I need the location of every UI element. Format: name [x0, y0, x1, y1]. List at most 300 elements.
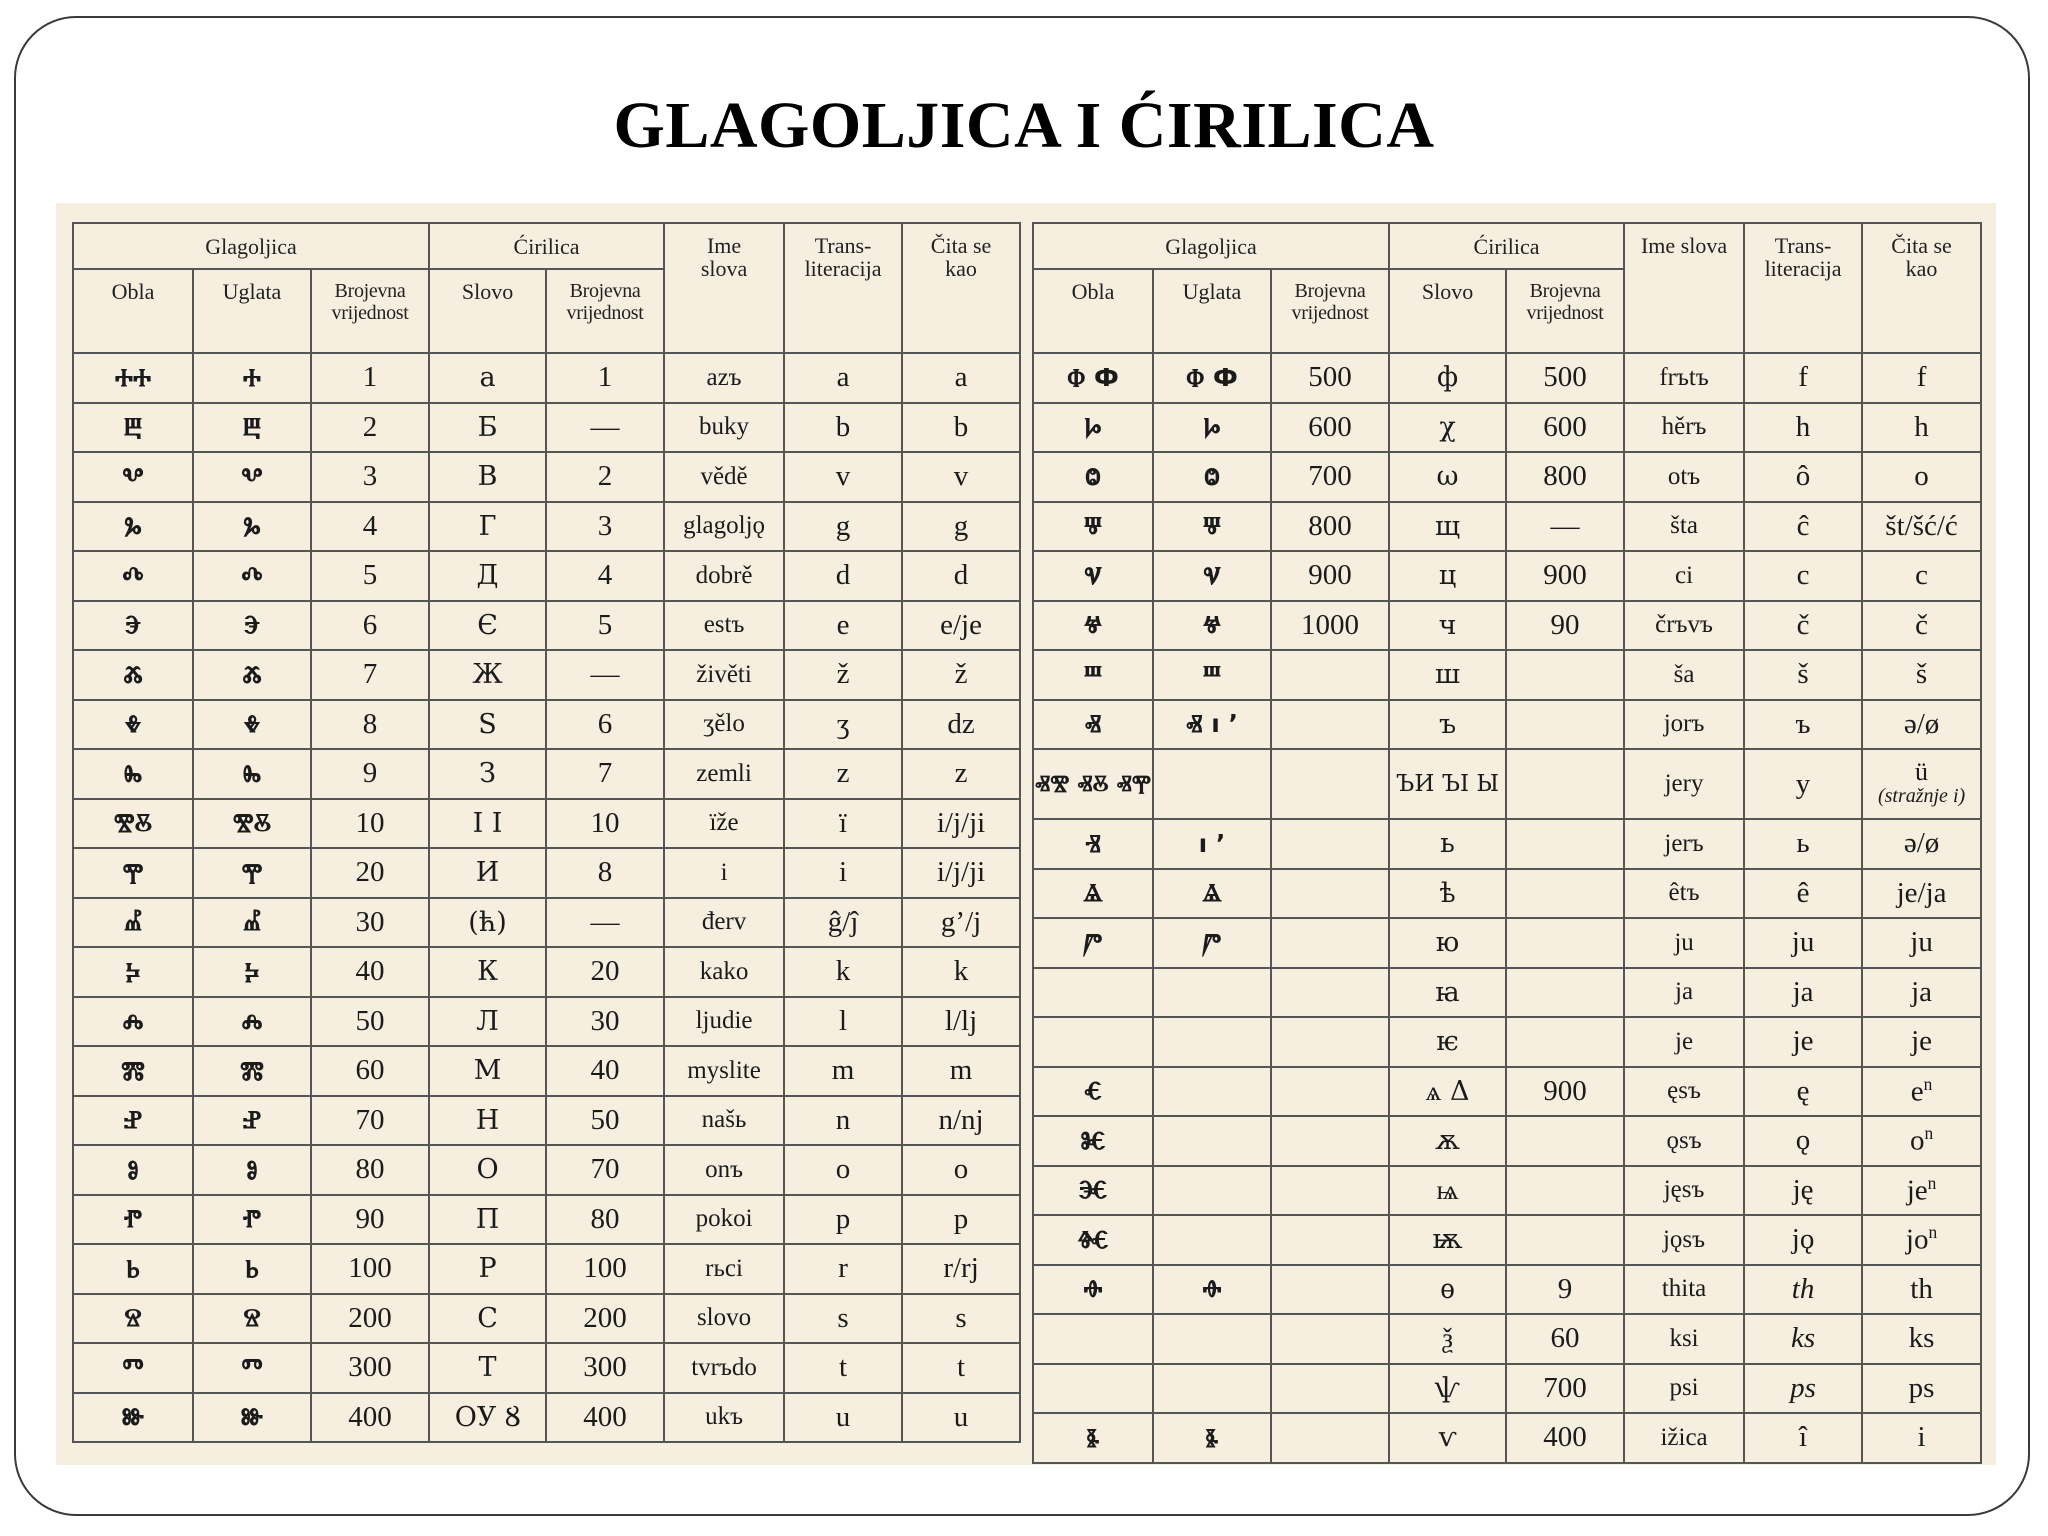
transliteration: ï	[784, 799, 902, 849]
table-row	[1033, 551, 1981, 601]
transliteration: f	[1744, 353, 1862, 403]
cyrillic-numeric-value	[1506, 700, 1624, 750]
glagolitic-numeric-value: 2	[311, 403, 429, 453]
transliteration: ja	[1744, 968, 1862, 1018]
pronunciation	[902, 551, 1020, 601]
glagolitic-angular-glyph: Ⰿ	[193, 1046, 311, 1096]
header-ime-slova: Ime slova	[1624, 223, 1744, 353]
glagolitic-angular-glyph: ı ’	[1153, 819, 1271, 869]
cyrillic-letter: ѩ	[1389, 1166, 1506, 1216]
letter-name: onъ	[664, 1145, 784, 1195]
cyrillic-letter: ъ	[1389, 700, 1506, 750]
cyrillic-letter: Н	[429, 1096, 546, 1146]
cyrillic-letter: ѭ	[1389, 1215, 1506, 1265]
table-row	[73, 799, 1020, 849]
glagolitic-round-glyph: Ⰳ	[73, 502, 193, 552]
pronunciation-text: ə/ø	[1903, 707, 1940, 740]
glagolitic-angular-glyph: Ⰹ	[193, 848, 311, 898]
cyrillic-numeric-value: 60	[1506, 1314, 1624, 1364]
table-row	[73, 1046, 1020, 1096]
cyrillic-letter: Ѕ	[429, 700, 546, 750]
transliteration: i	[784, 848, 902, 898]
glagolitic-angular-glyph: Ⱁ	[193, 1145, 311, 1195]
letter-name: azъ	[664, 353, 784, 403]
pronunciation	[902, 848, 1020, 898]
letter-name: ja	[1624, 968, 1744, 1018]
pronunciation-text: ja	[1911, 975, 1933, 1008]
header-ime-slova: Ime slova	[664, 223, 784, 353]
glagolitic-numeric-value	[1271, 1215, 1389, 1265]
glagolitic-round-glyph: Ⱐ	[1033, 819, 1153, 869]
table-row	[73, 1244, 1020, 1294]
glagolitic-round-glyph: Ⰸ	[73, 749, 193, 799]
cyrillic-letter: ω	[1389, 452, 1506, 502]
cyrillic-numeric-value: 900	[1506, 1067, 1624, 1117]
cyrillic-letter: Л	[429, 997, 546, 1047]
cyrillic-numeric-value: 80	[546, 1195, 664, 1245]
pronunciation	[902, 1195, 1020, 1245]
pronunciation	[902, 601, 1020, 651]
pronunciation	[902, 1294, 1020, 1344]
cyrillic-letter: ѧ Δ	[1389, 1067, 1506, 1117]
table-row	[73, 997, 1020, 1047]
glagolitic-numeric-value	[1271, 1017, 1389, 1067]
pronunciation-text: b	[953, 410, 969, 443]
glagolitic-numeric-value: 70	[311, 1096, 429, 1146]
pronunciation-text: š	[1915, 658, 1928, 691]
cyrillic-letter: Г	[429, 502, 546, 552]
glagolitic-angular-glyph	[1153, 968, 1271, 1018]
transliteration: b	[784, 403, 902, 453]
glagolitic-numeric-value: 700	[1271, 452, 1389, 502]
transliteration: v	[784, 452, 902, 502]
glagolitic-numeric-value: 6	[311, 601, 429, 651]
pronunciation-text: m	[949, 1054, 973, 1087]
glagolitic-round-glyph: Ⰲ	[73, 452, 193, 502]
pronunciation-text: c	[1915, 559, 1928, 592]
table-row	[1033, 502, 1981, 552]
cyrillic-numeric-value	[1506, 918, 1624, 968]
letter-name: thita	[1624, 1265, 1744, 1315]
pronunciation	[1862, 1314, 1981, 1364]
glagolitic-numeric-value: 10	[311, 799, 429, 849]
glagolitic-round-glyph: Ⱉ	[1033, 452, 1153, 502]
table-row	[1033, 1215, 1981, 1265]
cyrillic-letter: ѣ	[1389, 869, 1506, 919]
pronunciation-text: p	[953, 1202, 969, 1235]
letter-name: ižica	[1624, 1413, 1744, 1463]
glagolitic-round-glyph: Ⱔ	[1033, 1067, 1153, 1117]
cyrillic-numeric-value: 6	[546, 700, 664, 750]
pronunciation-text: je	[1911, 1025, 1933, 1058]
table-row	[1033, 869, 1981, 919]
cyrillic-numeric-value: 400	[1506, 1413, 1624, 1463]
pronunciation	[902, 502, 1020, 552]
glagolitic-round-glyph: Ⱋ	[1033, 502, 1153, 552]
transliteration: m	[784, 1046, 902, 1096]
glagolitic-round-glyph: Ⱆ	[73, 1393, 193, 1443]
header-glagoljica: Glagoljica	[1033, 223, 1389, 269]
glagolitic-numeric-value: 50	[311, 997, 429, 1047]
transliteration: ę	[1744, 1067, 1862, 1117]
glagolitic-angular-glyph: Ⰷ	[193, 700, 311, 750]
cyrillic-letter: ф	[1389, 353, 1506, 403]
pronunciation-superscript: n	[1928, 1222, 1938, 1243]
letter-name: šta	[1624, 502, 1744, 552]
glagolitic-round-glyph: ⰊⰋ	[73, 799, 193, 849]
letter-name: ʒělo	[664, 700, 784, 750]
table-row	[1033, 1067, 1981, 1117]
transliteration: d	[784, 551, 902, 601]
cyrillic-letter: ѯ	[1389, 1314, 1506, 1364]
glagolitic-angular-glyph: Ⱑ	[1153, 869, 1271, 919]
glagolitic-angular-glyph: Ⱋ	[1153, 502, 1271, 552]
glagolitic-numeric-value: 8	[311, 700, 429, 750]
glagolitic-angular-glyph	[1153, 1364, 1271, 1414]
transliteration: ju	[1744, 918, 1862, 968]
glagolitic-round-glyph: Ⰱ	[73, 403, 193, 453]
glagolitic-angular-glyph: Ⱅ	[193, 1343, 311, 1393]
pronunciation	[1862, 1116, 1981, 1166]
alphabet-table-right	[1032, 222, 1982, 1464]
glagolitic-numeric-value: 1000	[1271, 601, 1389, 651]
pronunciation	[902, 1343, 1020, 1393]
transliteration: t	[784, 1343, 902, 1393]
glagolitic-angular-glyph: Ⱃ	[193, 1244, 311, 1294]
transliteration: r	[784, 1244, 902, 1294]
transliteration: th	[1744, 1265, 1862, 1315]
glagolitic-angular-glyph	[1153, 1166, 1271, 1216]
header-brojevna-vrijednost: Brojevna vrijednost	[546, 269, 664, 353]
pronunciation	[902, 898, 1020, 948]
letter-name: ksi	[1624, 1314, 1744, 1364]
glagolitic-angular-glyph: Ⰶ	[193, 650, 311, 700]
glagolitic-numeric-value: 200	[311, 1294, 429, 1344]
pronunciation	[1862, 353, 1981, 403]
table-row	[1033, 749, 1981, 819]
pronunciation-text: u	[953, 1400, 969, 1433]
glagolitic-numeric-value	[1271, 1166, 1389, 1216]
pronunciation-text: r/rj	[943, 1252, 979, 1285]
cyrillic-numeric-value: 9	[1506, 1265, 1624, 1315]
glagolitic-angular-glyph: Ⰳ	[193, 502, 311, 552]
table-row	[73, 353, 1020, 403]
cyrillic-letter: ѥ	[1389, 1017, 1506, 1067]
table-row	[73, 898, 1020, 948]
pronunciation	[902, 1393, 1020, 1443]
cyrillic-numeric-value: 30	[546, 997, 664, 1047]
glagolitic-round-glyph: Ⱗ	[1033, 1166, 1153, 1216]
glagolitic-angular-glyph: Ⱎ	[1153, 650, 1271, 700]
pronunciation-text: ps	[1908, 1371, 1935, 1404]
glagolitic-round-glyph: ⰟⰊ ⰟⰋ ⰟⰉ	[1033, 749, 1153, 819]
letter-name: ïže	[664, 799, 784, 849]
cyrillic-numeric-value: 500	[1506, 353, 1624, 403]
pronunciation-text: je	[1906, 1174, 1928, 1207]
glagolitic-numeric-value: 20	[311, 848, 429, 898]
pronunciation-text: d	[953, 559, 969, 592]
pronunciation-text: i	[1917, 1421, 1926, 1454]
letter-name: živěti	[664, 650, 784, 700]
pronunciation	[902, 452, 1020, 502]
cyrillic-numeric-value	[1506, 819, 1624, 869]
glagolitic-angular-glyph: Ⱆ	[193, 1393, 311, 1443]
table-row	[1033, 1265, 1981, 1315]
glagolitic-round-glyph: Ⱇ Ф	[1033, 353, 1153, 403]
glagolitic-round-glyph	[1033, 1364, 1153, 1414]
cyrillic-numeric-value	[1506, 1166, 1624, 1216]
cyrillic-numeric-value: 800	[1506, 452, 1624, 502]
header-cita-se-kao: Čita se kao	[1862, 223, 1981, 353]
transliteration: u	[784, 1393, 902, 1443]
cyrillic-numeric-value: 10	[546, 799, 664, 849]
cyrillic-letter: ю	[1389, 918, 1506, 968]
cyrillic-letter: ш	[1389, 650, 1506, 700]
table-row	[73, 1294, 1020, 1344]
table-row	[73, 1145, 1020, 1195]
cyrillic-letter: а	[429, 353, 546, 403]
glagolitic-angular-glyph: Ⱌ	[1153, 551, 1271, 601]
cyrillic-letter: ь	[1389, 819, 1506, 869]
glagolitic-numeric-value: 400	[311, 1393, 429, 1443]
glagolitic-angular-glyph	[1153, 1314, 1271, 1364]
cyrillic-letter: С	[429, 1294, 546, 1344]
letter-name: estъ	[664, 601, 784, 651]
glagolitic-numeric-value: 90	[311, 1195, 429, 1245]
table-row	[73, 1393, 1020, 1443]
transliteration: jǫ	[1744, 1215, 1862, 1265]
header-cirilica: Ćirilica	[429, 223, 664, 269]
letter-name: myslite	[664, 1046, 784, 1096]
transliteration: y	[1744, 749, 1862, 819]
table-row	[1033, 918, 1981, 968]
letter-name: jerъ	[1624, 819, 1744, 869]
transliteration: ô	[1744, 452, 1862, 502]
glagolitic-round-glyph: Ⱏ	[1033, 700, 1153, 750]
cyrillic-numeric-value	[1506, 650, 1624, 700]
glagolitic-round-glyph: ⰀⰀ	[73, 353, 193, 403]
glagolitic-round-glyph: Ⱅ	[73, 1343, 193, 1393]
table-row	[73, 551, 1020, 601]
cyrillic-letter: Ι Ι	[429, 799, 546, 849]
glagolitic-numeric-value: 60	[311, 1046, 429, 1096]
letter-name: je	[1624, 1017, 1744, 1067]
glagolitic-angular-glyph: ⰊⰋ	[193, 799, 311, 849]
header-brojevna-vrijednost: Brojevna vrijednost	[1271, 269, 1389, 353]
table-row	[1033, 819, 1981, 869]
cyrillic-numeric-value	[1506, 1017, 1624, 1067]
transliteration: o	[784, 1145, 902, 1195]
cyrillic-numeric-value: 7	[546, 749, 664, 799]
glagolitic-numeric-value: 80	[311, 1145, 429, 1195]
pronunciation	[1862, 403, 1981, 453]
header-uglata: Uglata	[1153, 269, 1271, 353]
pronunciation	[1862, 819, 1981, 869]
cyrillic-letter: В	[429, 452, 546, 502]
letter-name: jorъ	[1624, 700, 1744, 750]
transliteration: č	[1744, 601, 1862, 651]
table-row	[1033, 1364, 1981, 1414]
glagolitic-numeric-value: 900	[1271, 551, 1389, 601]
header-brojevna-vrijednost: Brojevna vrijednost	[311, 269, 429, 353]
pronunciation	[1862, 749, 1981, 819]
glagolitic-angular-glyph: Ⰽ	[193, 947, 311, 997]
pronunciation	[902, 1145, 1020, 1195]
pronunciation-text: z	[954, 757, 968, 790]
table-row	[73, 749, 1020, 799]
cyrillic-letter: Р	[429, 1244, 546, 1294]
glagolitic-round-glyph: Ⱍ	[1033, 601, 1153, 651]
pronunciation-text: v	[953, 460, 969, 493]
glagolitic-numeric-value: 300	[311, 1343, 429, 1393]
glagolitic-numeric-value	[1271, 1413, 1389, 1463]
transliteration: k	[784, 947, 902, 997]
letter-name: tvrъdo	[664, 1343, 784, 1393]
glagolitic-angular-glyph: Ⰼ	[193, 898, 311, 948]
pronunciation-text: t	[957, 1351, 966, 1384]
pronunciation	[1862, 1413, 1981, 1463]
glagolitic-angular-glyph: Ⰲ	[193, 452, 311, 502]
letter-name: črъvъ	[1624, 601, 1744, 651]
pronunciation	[1862, 650, 1981, 700]
glagolitic-round-glyph: Ⱘ	[1033, 1116, 1153, 1166]
glagolitic-round-glyph: Ⰶ	[73, 650, 193, 700]
cyrillic-numeric-value: 40	[546, 1046, 664, 1096]
pronunciation-text: dz	[947, 707, 975, 740]
glagolitic-numeric-value	[1271, 650, 1389, 700]
table-row	[1033, 650, 1981, 700]
glagolitic-angular-glyph: Ⱇ Ф	[1153, 353, 1271, 403]
cyrillic-numeric-value	[1506, 1215, 1624, 1265]
glagolitic-numeric-value: 600	[1271, 403, 1389, 453]
header-transliteracija: Trans- literacija	[1744, 223, 1862, 353]
cyrillic-numeric-value: 3	[546, 502, 664, 552]
transliteration: e	[784, 601, 902, 651]
cyrillic-letter: щ	[1389, 502, 1506, 552]
letter-name: ukъ	[664, 1393, 784, 1443]
cyrillic-numeric-value: —	[1506, 502, 1624, 552]
glagolitic-angular-glyph	[1153, 1017, 1271, 1067]
transliteration: h	[1744, 403, 1862, 453]
cyrillic-letter: И	[429, 848, 546, 898]
table-row	[1033, 1017, 1981, 1067]
cyrillic-numeric-value: —	[546, 898, 664, 948]
glagolitic-angular-glyph: Ⱛ	[1153, 1413, 1271, 1463]
transliteration: ję	[1744, 1166, 1862, 1216]
glagolitic-numeric-value: 30	[311, 898, 429, 948]
glagolitic-angular-glyph: Ⱂ	[193, 1195, 311, 1245]
pronunciation-text: ks	[1908, 1322, 1935, 1355]
glagolitic-numeric-value: 3	[311, 452, 429, 502]
transliteration: ks	[1744, 1314, 1862, 1364]
cyrillic-letter: Д	[429, 551, 546, 601]
header-glagoljica: Glagoljica	[73, 223, 429, 269]
pronunciation-text: g	[953, 509, 969, 542]
glagolitic-angular-glyph	[1153, 1116, 1271, 1166]
cyrillic-numeric-value	[1506, 968, 1624, 1018]
glagolitic-numeric-value: 9	[311, 749, 429, 799]
transliteration: c	[1744, 551, 1862, 601]
pronunciation	[1862, 700, 1981, 750]
pronunciation	[902, 650, 1020, 700]
transliteration: î	[1744, 1413, 1862, 1463]
letter-name: hěrъ	[1624, 403, 1744, 453]
letter-name: jery	[1624, 749, 1744, 819]
cyrillic-numeric-value: 900	[1506, 551, 1624, 601]
glagolitic-numeric-value	[1271, 1067, 1389, 1117]
pronunciation-text: ü	[1915, 757, 1929, 786]
glagolitic-numeric-value	[1271, 918, 1389, 968]
glagolitic-round-glyph: Ⰿ	[73, 1046, 193, 1096]
transliteration: ĝ/ĵ	[784, 898, 902, 948]
glagolitic-round-glyph: Ⱀ	[73, 1096, 193, 1146]
cyrillic-letter: ц	[1389, 551, 1506, 601]
table-row	[73, 601, 1020, 651]
glagolitic-angular-glyph	[1153, 1067, 1271, 1117]
glagolitic-angular-glyph: Ⱉ	[1153, 452, 1271, 502]
glagolitic-angular-glyph	[1153, 1215, 1271, 1265]
pronunciation-text: h	[1914, 410, 1929, 443]
glagolitic-round-glyph: Ⰴ	[73, 551, 193, 601]
glagolitic-round-glyph: Ⱎ	[1033, 650, 1153, 700]
pronunciation	[1862, 1166, 1981, 1216]
transliteration: ǫ	[1744, 1116, 1862, 1166]
glagolitic-round-glyph: Ⰵ	[73, 601, 193, 651]
cyrillic-letter: Ж	[429, 650, 546, 700]
letter-name: otъ	[1624, 452, 1744, 502]
table-row	[1033, 353, 1981, 403]
alphabet-table-left	[72, 222, 1021, 1443]
pronunciation-note: (stražnje i)	[1877, 785, 1966, 807]
pronunciation	[1862, 452, 1981, 502]
cyrillic-numeric-value: 5	[546, 601, 664, 651]
pronunciation	[902, 403, 1020, 453]
glagolitic-numeric-value: 1	[311, 353, 429, 403]
header-cirilica: Ćirilica	[1389, 223, 1624, 269]
transliteration: ь	[1744, 819, 1862, 869]
pronunciation-text: a	[954, 361, 968, 394]
cyrillic-letter: ѫ	[1389, 1116, 1506, 1166]
transliteration: a	[784, 353, 902, 403]
letter-name: ju	[1624, 918, 1744, 968]
cyrillic-numeric-value	[1506, 869, 1624, 919]
glagolitic-angular-glyph: Ⰵ	[193, 601, 311, 651]
cyrillic-letter: К	[429, 947, 546, 997]
glagolitic-round-glyph: Ⰽ	[73, 947, 193, 997]
cyrillic-numeric-value: 90	[1506, 601, 1624, 651]
pronunciation-text: e	[1910, 1075, 1924, 1108]
cyrillic-letter: ѵ	[1389, 1413, 1506, 1463]
letter-name: slovo	[664, 1294, 784, 1344]
cyrillic-numeric-value: 200	[546, 1294, 664, 1344]
transliteration: š	[1744, 650, 1862, 700]
glagolitic-angular-glyph: Ⱈ	[1153, 403, 1271, 453]
table-row	[73, 502, 1020, 552]
header-obla: Obla	[73, 269, 193, 353]
slide-title: GLAGOLJICA I ĆIRILICA	[613, 89, 1435, 162]
glagolitic-round-glyph: Ⱛ	[1033, 1413, 1153, 1463]
cyrillic-numeric-value: 400	[546, 1393, 664, 1443]
header-transliteracija: Trans- literacija	[784, 223, 902, 353]
glagolitic-round-glyph: Ⱁ	[73, 1145, 193, 1195]
glagolitic-numeric-value	[1271, 1364, 1389, 1414]
header-obla: Obla	[1033, 269, 1153, 353]
table-row	[1033, 1116, 1981, 1166]
pronunciation-text: č	[1915, 608, 1928, 641]
glagolitic-numeric-value	[1271, 700, 1389, 750]
pronunciation-text: e/je	[940, 608, 982, 641]
cyrillic-numeric-value	[1506, 1116, 1624, 1166]
